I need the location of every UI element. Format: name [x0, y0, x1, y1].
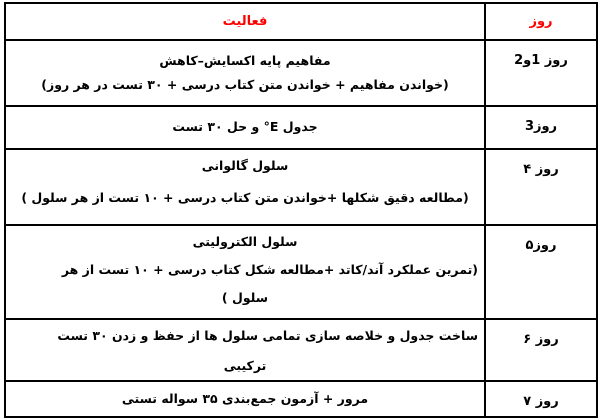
activity-detail: (تمرین عملکرد آند/کاتد +مطالعه شکل کتاب درسی + ۱۰ تست از هر: [61, 262, 478, 277]
day-label: روز ۶: [523, 332, 559, 347]
table-row: [5, 225, 597, 319]
activity-title: سلول الکترولیتی: [192, 234, 298, 249]
activity-detail: (خواندن مفاهیم + خواندن متن کتاب درسی + ۳۰ تست در هر روز): [41, 77, 449, 92]
day-label: روز ۷: [523, 394, 559, 409]
study-plan-table: [4, 2, 598, 418]
table-row: [5, 40, 597, 106]
activity-title: مفاهیم پایه اکسایش–کاهش: [159, 53, 331, 68]
activity-column-header: فعالیت: [5, 3, 485, 40]
day-label: روز ۴: [523, 162, 559, 177]
activity-title: جدول E° و حل ۳۰ تست: [172, 119, 318, 134]
activity-cell: [5, 149, 485, 225]
day-cell: [485, 319, 597, 381]
table-row: [5, 319, 597, 381]
day-column-header: روز: [485, 3, 597, 40]
table-row: [5, 106, 597, 149]
table-row: [5, 149, 597, 225]
activity-title: مرور + آزمون جمع‌بندی ۳۵ سواله تستی: [121, 391, 369, 406]
day-cell: [485, 225, 597, 319]
header-row: [5, 3, 597, 40]
activity-title: ساخت جدول و خلاصه سازی تمامی سلول ها از حفظ و زدن ۳۰ تست: [57, 328, 478, 343]
day-cell: [485, 40, 597, 106]
day-label: روز3: [524, 119, 558, 134]
activity-cell: [5, 319, 485, 381]
activity-cell: [5, 225, 485, 319]
table-row: [5, 381, 597, 417]
activity-cell: [5, 381, 485, 417]
day-label: روز 1و2: [514, 53, 568, 68]
activity-title-cont: ترکیبی: [223, 358, 267, 373]
day-cell: [485, 106, 597, 149]
activity-cell: [5, 106, 485, 149]
activity-cell: [5, 40, 485, 106]
activity-detail-cont: سلول ): [221, 290, 269, 305]
activity-detail: (مطالعه دقیق شکلها +خواندن متن کتاب درسی + ۱۰ تست از هر سلول ): [21, 190, 469, 205]
day-label: روز۵: [525, 238, 557, 253]
day-cell: [485, 149, 597, 225]
activity-title: سلول گالوانی: [201, 158, 289, 173]
day-cell: [485, 381, 597, 417]
